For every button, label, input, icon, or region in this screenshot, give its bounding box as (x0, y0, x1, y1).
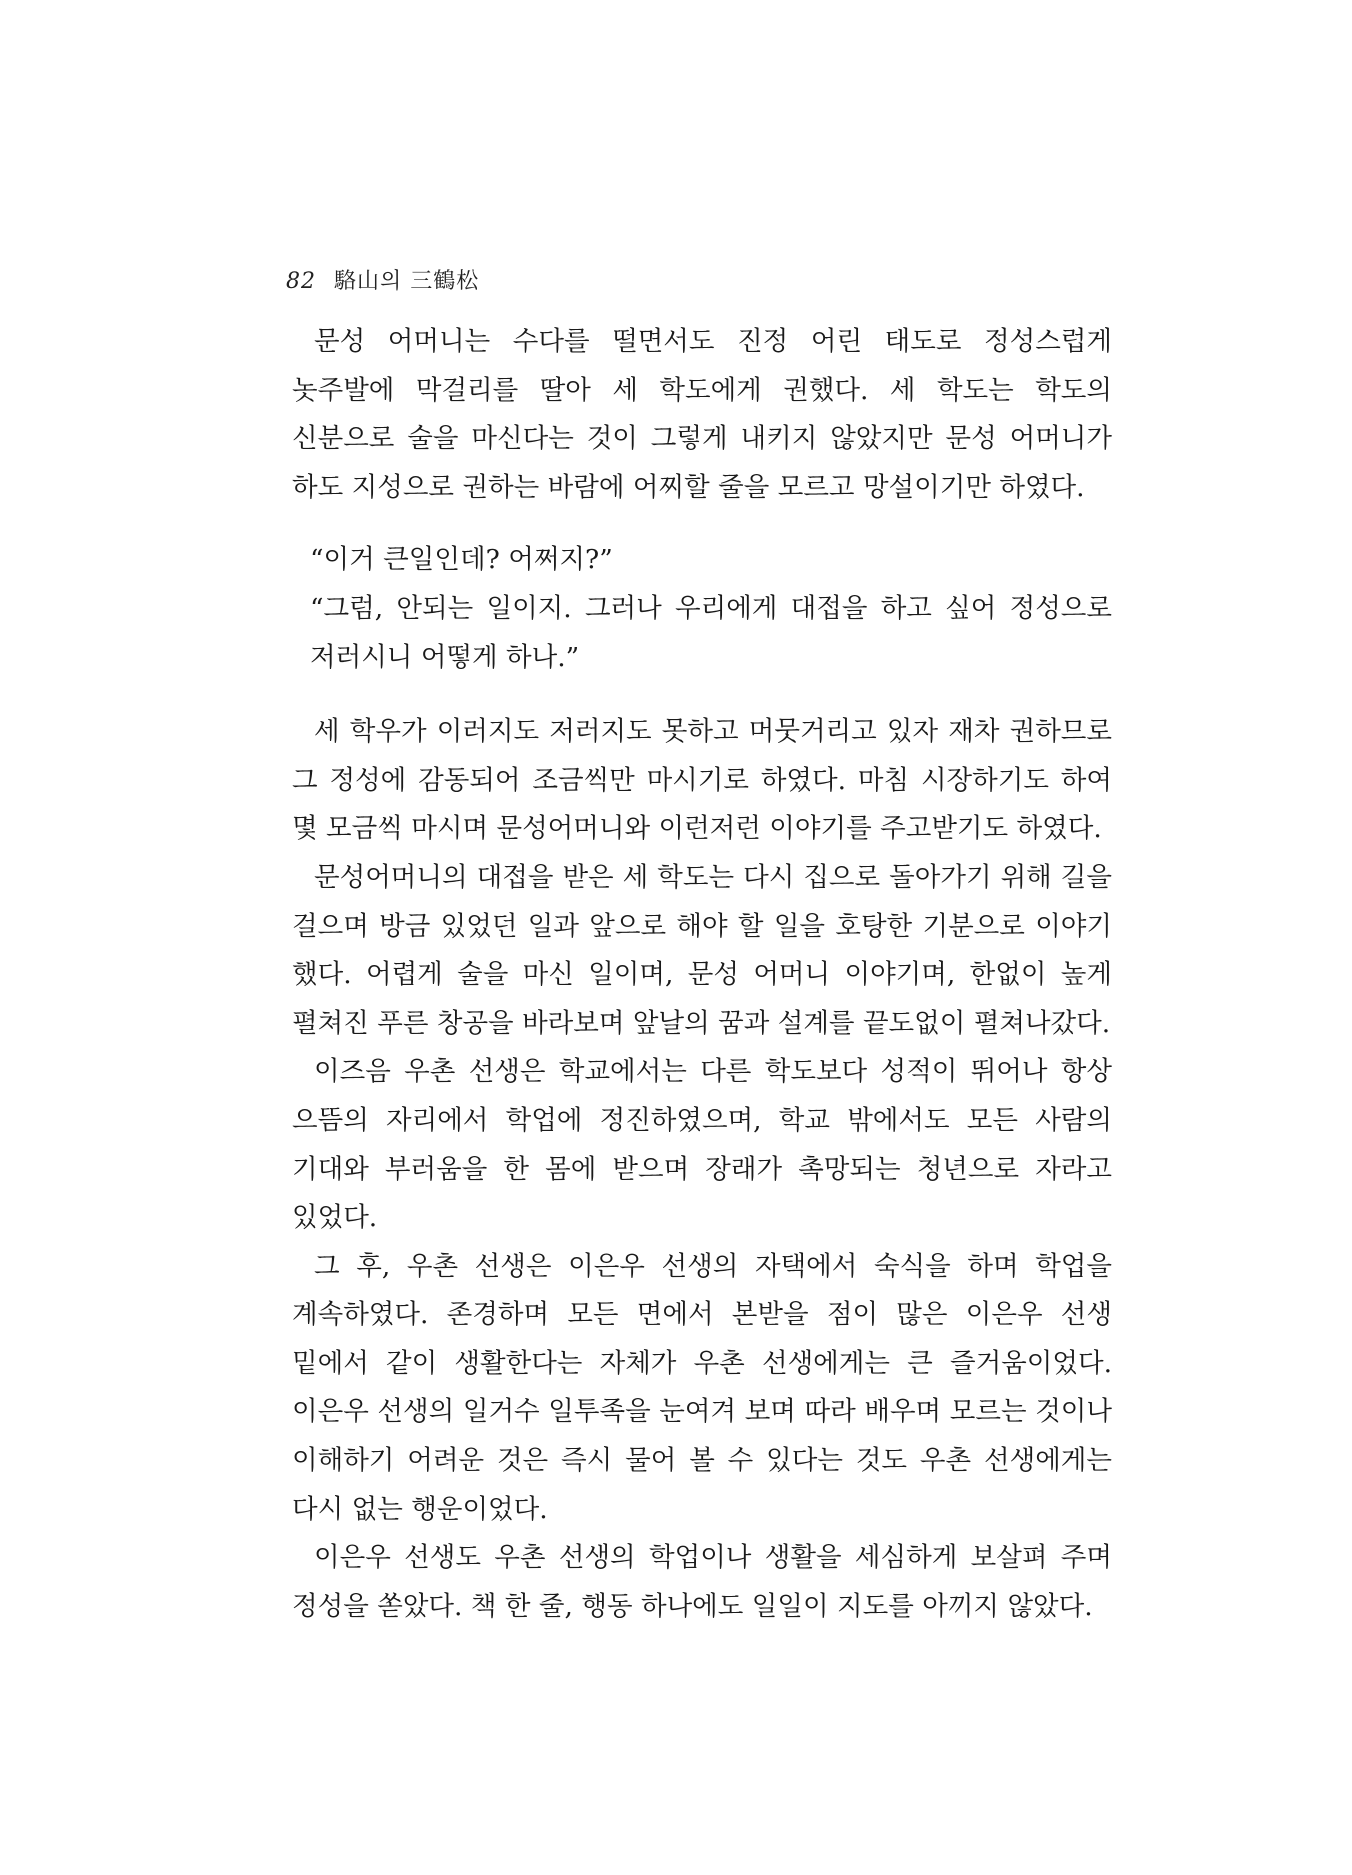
page-number: 82 (286, 269, 316, 294)
paragraph-3: 문성어머니의 대접을 받은 세 학도는 다시 집으로 돌아가기 위해 길을 걸으며 방금 있었던 일과 앞으로 해야 할 일을 호탕한 기분으로 이야기 했다. 어렵게 술을 마신 일이며, 문성 어머니 이야기며, 한없이 높게 펼쳐진 푸른 창공을 바라보며 앞날의 꿈과 설계를 끝도없이 펼쳐나갔다. (292, 861, 1112, 1039)
paragraph-6: 이은우 선생도 우촌 선생의 학업이나 생활을 세심하게 보살펴 주며 정성을 쏟았다. 책 한 줄, 행동 하나에도 일일이 지도를 아끼지 않았다. (292, 1542, 1112, 1622)
book-title: 駱山의 三鶴松 (334, 269, 480, 294)
paragraph-2: 세 학우가 이러지도 저러지도 못하고 머뭇거리고 있자 재차 권하므로 그 정성에 감동되어 조금씩만 마시기로 하였다. 마침 시장하기도 하여 몇 모금씩 마시며 문성어머니와 이런저런 이야기를 주고받기도 하였다. (292, 716, 1112, 845)
paragraph-4: 이즈음 우촌 선생은 학교에서는 다른 학도보다 성적이 뛰어나 항상 으뜸의 자리에서 학업에 정진하였으며, 학교 밖에서도 모든 사람의 기대와 부러움을 한 몸에 받으며 장래가 촉망되는 청년으로 자라고 있었다. (292, 1056, 1112, 1234)
paragraph-1: 문성 어머니는 수다를 떨면서도 진정 어린 태도로 정성스럽게 놋주발에 막걸리를 딸아 세 학도에게 권했다. 세 학도는 학도의 신분으로 술을 마신다는 것이 그렇게 내키지 않았지만 문성 어머니가 하도 지성으로 권하는 바람에 어찌할 줄을 모르고 망설이기만 하였다. (292, 326, 1112, 503)
running-header (286, 264, 479, 295)
dialogue-block (310, 536, 1112, 682)
body-text (292, 318, 1112, 1631)
dialogue-line-1: “이거 큰일인데? 어쩌지?” (310, 544, 613, 576)
paragraph-5: 그 후, 우촌 선생은 이은우 선생의 자택에서 숙식을 하며 학업을 계속하였다. 존경하며 모든 면에서 본받을 점이 많은 이은우 선생 밑에서 같이 생활한다는 자체가 우촌 선생에게는 큰 즐거움이었다. 이은우 선생의 일거수 일투족을 눈여겨 보며 따라 배우며 모르는 것이나 이해하기 어려운 것은 즉시 물어 볼 수 있다는 것도 우촌 선생에게는 다시 없는 행운이었다. (292, 1250, 1112, 1525)
dialogue-line-2: “그럼, 안되는 일이지. 그러나 우리에게 대접을 하고 싶어 정성으로 저러시니 어떻게 하나.” (310, 592, 1112, 673)
